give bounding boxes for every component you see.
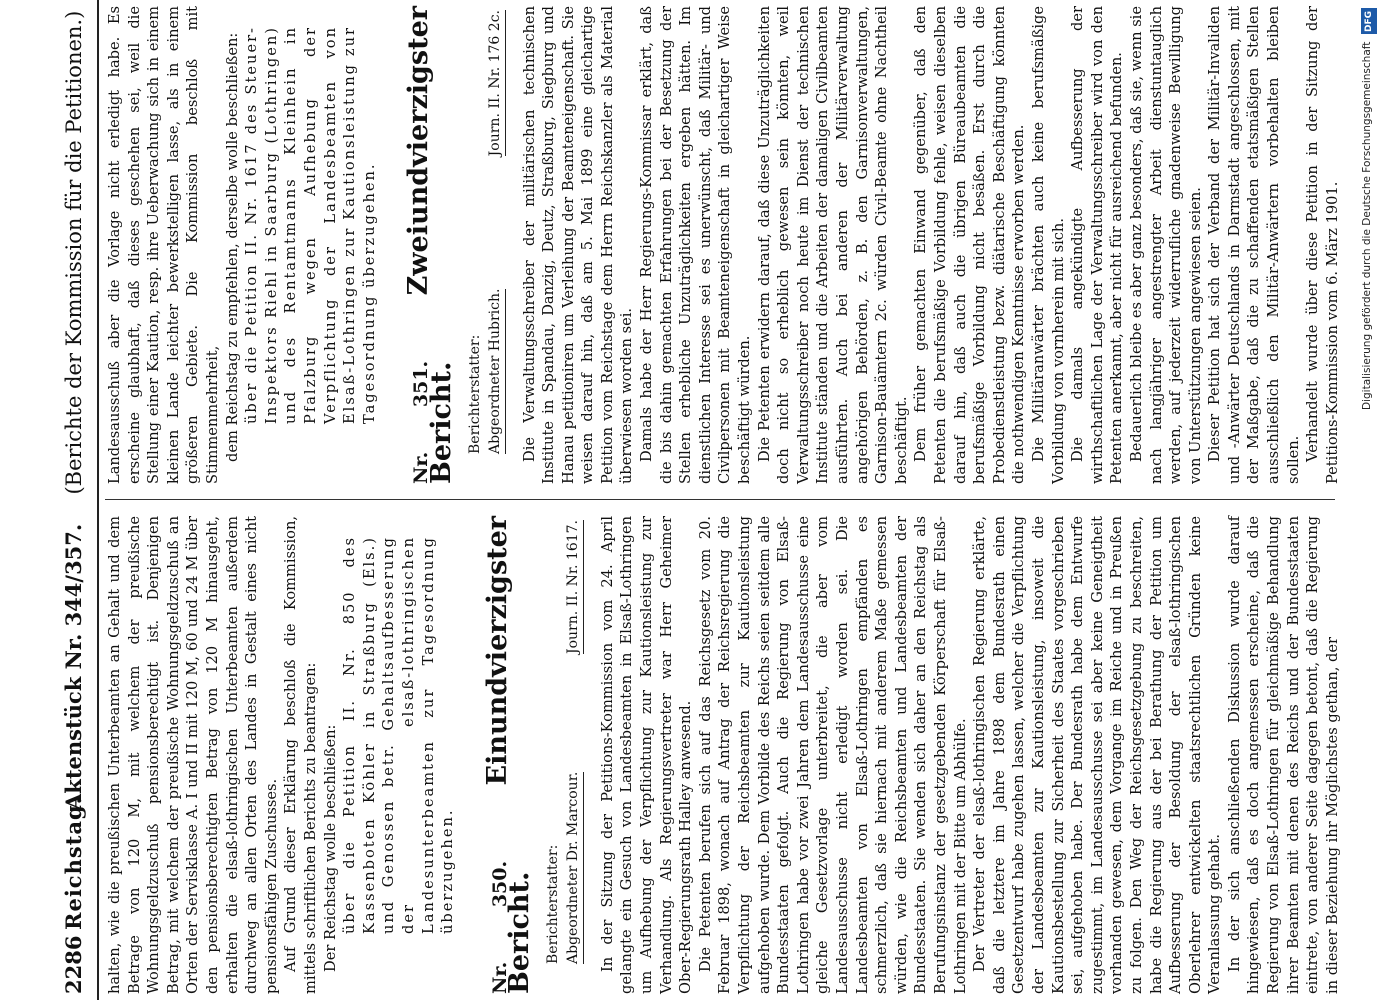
report-351-heading	[403, 6, 457, 484]
header-subtitle: (Berichte der Kommission für die Petitionen.)	[62, 10, 86, 495]
left-column	[105, 515, 1341, 994]
paragraph: Die Verwaltungsschreiber der militärischen technischen Institute in Spandau, Danzig, Deutz, Straßburg, Siegburg und Hanau petitioniren um Verleihung der Beamteneigenschaft. Sie weisen darauf hin, daß am 5. Mai 1899 eine gleichartige Petition vom Reichstage dem Herrn Reichskanzler als Material überwiesen worden sei.	[520, 6, 636, 484]
left-intro: halten, wie die preußischen Unterbeamten an Gehalt und dem Betrage von 120 M, mit welchem der preußische Wohnungsgeldzuschuß pensionsberechtigt ist. Denjenigen Betrag, mit welchem der preußische Wohnungsgeldzuschuß an Orten der Servisklasse A. I und II mit 120 M, 60 und 24 M über den pensionsberechtigten Betrag von 120 M hinausgeht, erhalten die elsaß-lothringischen Unterbeamten außerdem durchweg an allen Orten des Landes in Gestalt eines nicht pensionsfähigen Zuschusses.	[106, 516, 280, 994]
reporter-name: Abgeordneter Hubrich.	[486, 289, 507, 454]
reporter-label: Berichterstatter:	[544, 844, 561, 964]
right-intro: Landesausschuß aber die Vorlage nicht erledigt habe. Es erscheine glaubhaft, daß dieses geschehen sei, weil die Stellung einer Kaution, resp. ihre Ueberwachung sich in einem kleinen Lande leichter bewerkstelligen lasse, als in einem größeren Gebiete. Die Kommission beschloß mit Stimmenmehrheit,	[106, 6, 221, 484]
paragraph: Verhandelt wurde über diese Petition in der Sitzung der Petitions-Kommission vom 6. März 1901.	[1304, 6, 1341, 484]
header-left-title: Reichstag.	[61, 796, 86, 930]
paragraph: Bedauerlich bleibe es aber ganz besonders, daß sie, wenn sie nach langjähriger angestrengter Arbeit dienstuntauglich werden, auf jederzeit widerrufliche gnadenweise Bewilligung von Unterstützungen angewiesen seien.	[1127, 6, 1204, 484]
column-divider	[105, 499, 1335, 500]
report-351-title: Zweiundvierzigster Bericht.	[403, 6, 457, 484]
report-351-number: Nr. 351.	[410, 360, 433, 484]
reporter-label: Berichterstatter:	[466, 334, 483, 454]
paragraph: Die Petenten erwidern darauf, daß diese Unzuträglichkeiten doch nicht so erheblich gewesen sein könnten, weil Verwaltungsschreiber noch heute im Dienst der technischen Institute ständen und die Arbeiten der damaligen Civilbeamten ausführten. Auch bei anderen der Militärverwaltung angehörigen Behörden, z. B. den Garnisonverwaltungen, Garnison-Bauämtern 2c. würden Civil-Beamte ohne Nachtheil beschäftigt.	[755, 6, 910, 484]
paragraph: In der sich anschließenden Diskussion wurde darauf hingewiesen, daß es doch angemessen erscheine, daß die Regierung von Elsaß-Lothringen für gleichmäßige Behandlung ihrer Beamten mit denen des Reichs und der Bundesstaaten eintrete, von anderer Seite dagegen betont, daß die Regierung in dieser Beziehung ihr Möglichstes gethan, der	[1225, 516, 1341, 994]
report-350-heading	[481, 515, 536, 994]
left-resolution: über die Petition II. Nr. 850 des Kassenboten Köhler in Straßburg (Els.) und Genossen betr. Gehaltsaufbesserung der elsaß-lothringischen Landesunterbeamten zur Tagesordnung überzugehen.	[341, 536, 457, 934]
page-header	[55, 0, 99, 1000]
left-decision: Auf Grund dieser Erklärung beschloß die Kommission, mittels schriftlichen Berichts zu beantragen:	[282, 516, 319, 994]
right-resolution: über die Petition II. Nr. 1617 des Steuer-Inspektors Riehl in Saarburg (Lothringen) und des Rentamtmanns Kleinhein in Pfalzburg wegen Aufhebung der Verpflichtung der Landesbeamten von Elsaß-Lothringen zur Kautionsleistung zur Tagesordnung überzugehen.	[243, 26, 378, 424]
paragraph: Die Militäranwärter brächten auch keine berufsmäßige Vorbildung von vornherein mit sich.	[1029, 6, 1067, 484]
left-motion: Der Reichstag wolle beschließen:	[321, 724, 339, 972]
dfg-stamp	[1359, 4, 1379, 996]
report-351-meta	[466, 6, 510, 484]
header-title-group	[61, 11, 86, 810]
journal-ref: Journ. II. Nr. 176 2c.	[486, 10, 507, 156]
paragraph: Die Petenten berufen sich auf das Reichsgesetz vom 20. Februar 1898, wonach auf Antrag der Reichsregierung die Verpflichtung der Reichsbeamten zur Kautionsleistung aufgehoben wurde. Dem Vorbilde des Reichs seien seitdem alle Bundesstaaten gefolgt. Auch die Regierung von Elsaß-Lothringen habe vor zwei Jahren dem Landesausschusse eine gleiche Gesetzvorlage unterbreitet, die aber vom Landesausschusse nicht erledigt worden sei. Die Landesbeamten von Elsaß-Lothringen empfänden es schmerzlich, daß sie hiernach mit anderem Maße gemessen würden, wie die Reichsbeamten und Landesbeamten der Bundesstaaten. Sie wenden sich daher an den Reichstag als Berufungsinstanz der gesetzgebenden Körperschaft für Elsaß-Lothringen mit der Bitte um Abhülfe.	[696, 516, 969, 994]
dfg-credit-text: Digitalisierung gefördert durch die Deutsche Forschungsgemeinschaft	[1361, 42, 1373, 411]
dfg-logo: DFG	[1361, 8, 1377, 34]
report-350-title: Einundvierzigster Bericht.	[481, 515, 536, 994]
paragraph: Damals habe der Herr Regierungs-Kommissar erklärt, daß die bis dahin gemachten Erfahrungen bei der Besetzung der Stellen erhebliche Unzuträglichkeiten ergeben hätten. Im dienstlichen Interesse sei es unerwünscht, daß Militär- und Civilpersonen mit Beamteneigenschaft in gleichartiger Weise beschäftigt würden.	[638, 6, 754, 484]
page-number: 2286	[61, 935, 86, 994]
right-motion: dem Reichstag zu empfehlen, derselbe wolle beschließen:	[223, 32, 241, 462]
header-title: Aktenstück Nr. 344/357.	[61, 523, 86, 810]
paragraph: Dem früher gemachten Einwand gegenüber, daß den Petenten die berufsmäßige Vorbildung fehle, weisen dieselben darauf hin, daß auch die übrigen Büreaubeamten die berufsmäßige Vorbildung nicht besäßen. Erst durch die Probedienstleistung bezw. diätarische Beschäftigung könnten die nothwendigen Kenntnisse erworben werden.	[912, 6, 1028, 484]
journal-ref: Journ. II. Nr. 1617.	[564, 520, 585, 654]
right-column	[105, 6, 1341, 484]
reporter-name: Abgeordneter Dr. Marcour.	[564, 772, 585, 964]
paragraph: Die damals angekündigte Aufbesserung der wirthschaftlichen Lage der Verwaltungsschreiber wird von den Petenten anerkannt, aber nicht für ausreichend befunden.	[1069, 6, 1126, 484]
document-page	[55, 0, 1345, 1000]
report-350-meta	[544, 516, 588, 994]
report-350-number: Nr. 350.	[488, 860, 511, 994]
paragraph: In der Sitzung der Petitions-Kommission vom 24. April gelangte ein Gesuch von Landesbeamten in Elsaß-Lothringen um Aufhebung der Verpflichtung zur Kautionsleistung zur Verhandlung. Als Regierungsvertreter war Herr Geheimer Ober-Regierungsrath Halley anwesend.	[598, 516, 695, 994]
paragraph: Der Vertreter der elsaß-lothringischen Regierung erklärte, daß die letztere im Jahre 1898 dem Bundesrath einen Gesetzentwurf habe zugehen lassen, welcher die Verpflichtung der Landesbeamten zur Kautionsleistung, insoweit die Kautionsbestellung zur Sicherheit des Staates vorgeschrieben sei, aufgehoben habe. Der Bundesrath habe dem Entwurfe zugestimmt, im Landesausschusse sei aber keine Geneigtheit vorhanden gewesen, dem Vorgange im Reiche und in Preußen zu folgen. Den Weg der Reichsgesetzgebung zu beschreiten, habe die Regierung aus der bei Berathung der Petition um Aufbesserung der Besoldung der elsaß-lothringischen Oberlehrer entwickelten staatsrechtlichen Gründen keine Veranlassung gehabt.	[971, 516, 1224, 994]
paragraph: Dieser Petition hat sich der Verband der Militär-Invaliden und -Anwärter Deutschlands in Darmstadt angeschlossen, mit der Maßgabe, daß die zu schaffenden etatsmäßigen Stellen ausschließlich den Militär-Anwärtern vorbehalten bleiben sollen.	[1206, 6, 1302, 484]
